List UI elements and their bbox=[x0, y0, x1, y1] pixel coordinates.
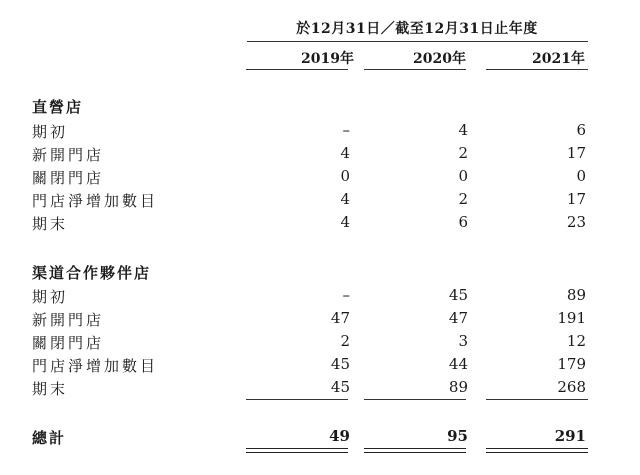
table-cell: 3 bbox=[458, 332, 468, 350]
year-header-2019: 2019年 bbox=[301, 51, 354, 67]
table-cell: 0 bbox=[340, 167, 350, 185]
table-cell: 23 bbox=[566, 213, 586, 231]
table-cell: 2 bbox=[458, 144, 468, 162]
table-cell: – bbox=[342, 286, 350, 304]
section-title-direct-stores: 直營店 bbox=[32, 98, 84, 116]
table-cell: – bbox=[342, 121, 350, 139]
table-cell: 268 bbox=[557, 378, 586, 396]
table-cell: 6 bbox=[576, 121, 586, 139]
total-double-rule bbox=[246, 448, 348, 453]
year-header-rule bbox=[486, 69, 588, 70]
table-cell: 17 bbox=[566, 190, 586, 208]
row-label: 期初 bbox=[32, 288, 69, 306]
year-header-rule bbox=[364, 69, 466, 70]
table-cell: 45 bbox=[330, 355, 350, 373]
table-cell: 45 bbox=[448, 286, 468, 304]
table-cell: 89 bbox=[448, 378, 468, 396]
row-label: 新開門店 bbox=[32, 311, 105, 329]
table-cell: 179 bbox=[557, 355, 586, 373]
total-label: 總計 bbox=[32, 429, 67, 447]
table-cell: 4 bbox=[458, 121, 468, 139]
period-header: 於12月31日／截至12月31日止年度 bbox=[296, 21, 538, 37]
subtotal-rule bbox=[364, 399, 466, 400]
row-label: 期初 bbox=[32, 123, 69, 141]
subtotal-rule bbox=[486, 399, 588, 400]
total-double-rule bbox=[486, 448, 588, 453]
table-cell: 4 bbox=[340, 144, 350, 162]
table-cell: 4 bbox=[340, 213, 350, 231]
table-cell: 47 bbox=[448, 309, 468, 327]
row-label: 期末 bbox=[32, 215, 69, 233]
table-cell: 2 bbox=[340, 332, 350, 350]
table-cell: 0 bbox=[458, 167, 468, 185]
row-label: 新開門店 bbox=[32, 146, 105, 164]
row-label: 門店淨增加數目 bbox=[32, 357, 159, 375]
total-double-rule bbox=[364, 448, 466, 453]
table-cell: 12 bbox=[566, 332, 586, 350]
period-header-rule bbox=[247, 41, 588, 42]
total-cell: 95 bbox=[447, 427, 468, 445]
total-cell: 49 bbox=[329, 427, 350, 445]
table-cell: 89 bbox=[566, 286, 586, 304]
year-header-rule bbox=[246, 69, 348, 70]
table-cell: 47 bbox=[330, 309, 350, 327]
table-cell: 17 bbox=[566, 144, 586, 162]
table-cell: 0 bbox=[576, 167, 586, 185]
year-header-2020: 2020年 bbox=[413, 51, 466, 67]
table-cell: 2 bbox=[458, 190, 468, 208]
table-cell: 44 bbox=[448, 355, 468, 373]
table-cell: 6 bbox=[458, 213, 468, 231]
row-label: 期末 bbox=[32, 380, 69, 398]
total-cell: 291 bbox=[554, 427, 586, 445]
row-label: 門店淨增加數目 bbox=[32, 192, 159, 210]
row-label: 關閉門店 bbox=[32, 169, 105, 187]
table-cell: 191 bbox=[557, 309, 586, 327]
table-cell: 4 bbox=[340, 190, 350, 208]
row-label: 關閉門店 bbox=[32, 334, 105, 352]
subtotal-rule bbox=[246, 399, 348, 400]
section-title-channel-partner-stores: 渠道合作夥伴店 bbox=[32, 264, 152, 282]
year-header-2021: 2021年 bbox=[532, 51, 585, 67]
table-cell: 45 bbox=[330, 378, 350, 396]
